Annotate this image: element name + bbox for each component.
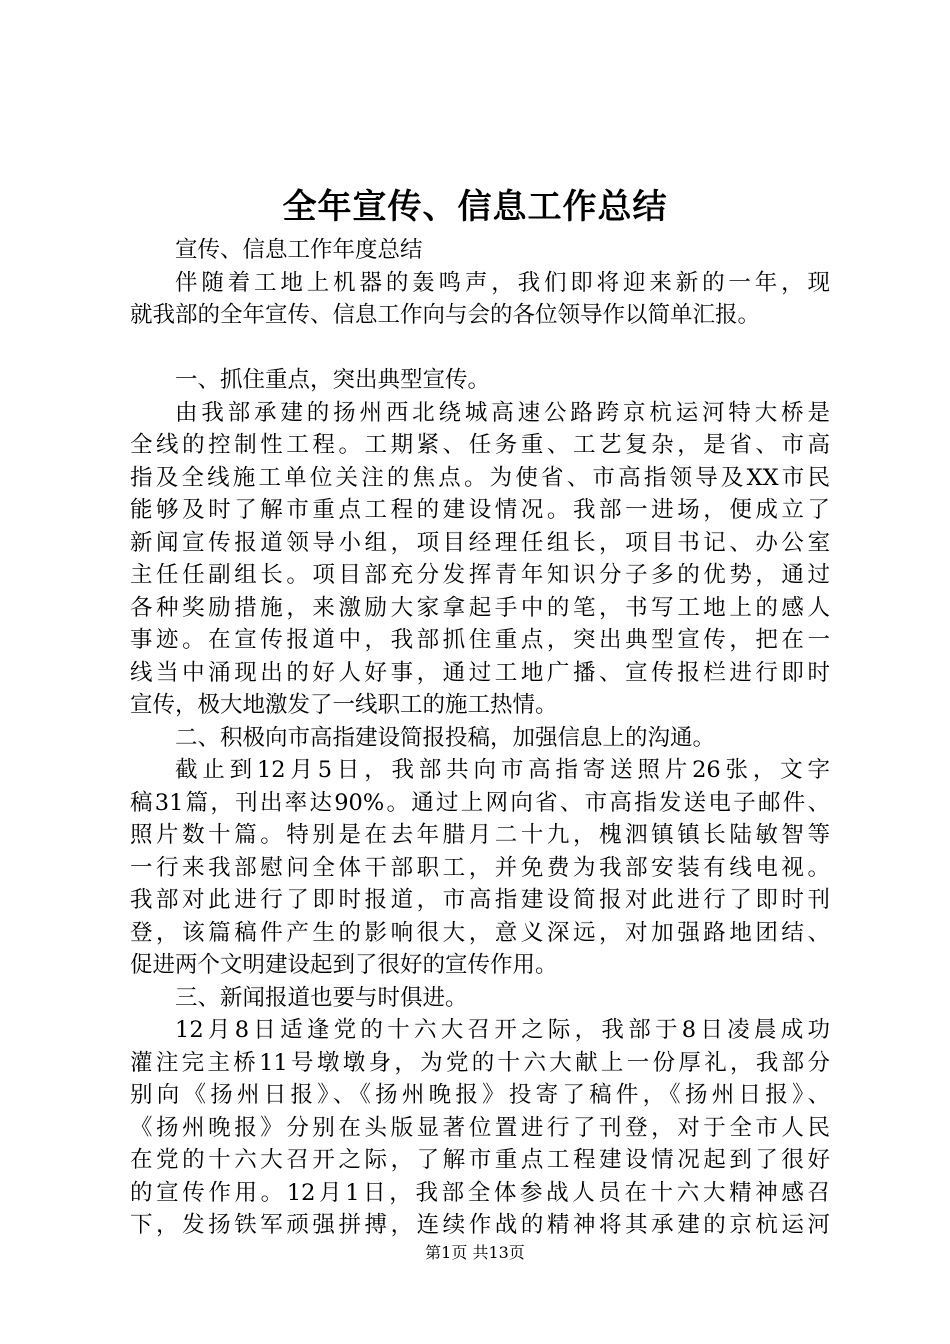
subtitle-line: 宣传、信息工作年度总结 [175, 237, 423, 263]
paragraph-line: 促进两个文明建设起到了很好的宣传作用。 [130, 952, 558, 978]
paragraph-line: 12月8日适逢党的十六大召开之际，我部于8日凌晨成功 [175, 1017, 830, 1043]
section-heading: 二、积极向市高指建设简报投稿，加强信息上的沟通。 [175, 724, 716, 751]
paragraph-line: 就我部的全年宣传、信息工作向与会的各位领导作以简单汇报。 [130, 302, 761, 328]
paragraph-line: 在党的十六大召开之际，了解市重点工程建设情况起到了很好 [130, 1147, 830, 1173]
paragraph-line: 下，发扬铁军顽强拼搏，连续作战的精神将其承建的京杭运河 [130, 1212, 830, 1238]
paragraph-line: 新闻宣传报道领导小组，项目经理任组长，项目书记、办公室 [130, 529, 830, 556]
paragraph-line: 由我部承建的扬州西北绕城高速公路跨京杭运河特大桥是 [175, 399, 830, 426]
paragraph-line: 能够及时了解市重点工程的建设情况。我部一进场，便成立了 [130, 497, 830, 523]
paragraph-line: 宣传，极大地激发了一线职工的施工热情。 [130, 692, 558, 718]
page-indicator: 第1页 共13页 [425, 1243, 525, 1262]
blank-line [130, 332, 830, 365]
paragraph-line: 事迹。在宣传报道中，我部抓住重点，突出典型宣传，把在一 [130, 627, 830, 653]
section-heading: 三、新闻报道也要与时俱进。 [175, 984, 468, 1011]
paragraph-line: 别向《扬州日报》、《扬州晚报》投寄了稿件，《扬州日报》、 [130, 1082, 830, 1108]
paragraph-line: 截止到12月5日，我部共向市高指寄送照片26张，文字 [175, 757, 830, 783]
page-footer [0, 1242, 950, 1264]
paragraph-line: 各种奖励措施，来激励大家拿起手中的笔，书写工地上的感人 [130, 594, 830, 621]
paragraph-line: 灌注完主桥11号墩墩身，为党的十六大献上一份厚礼，我部分 [130, 1049, 830, 1076]
paragraph-line: 稿31篇，刊出率达90%。通过上网向省、市高指发送电子邮件、 [130, 789, 830, 816]
paragraph-line: 一行来我部慰问全体干部职工，并免费为我部安装有线电视。 [130, 854, 830, 881]
document-body [130, 234, 830, 1242]
section-heading: 一、抓住重点，突出典型宣传。 [175, 367, 491, 393]
paragraph-line: 全线的控制性工程。工期紧、任务重、工艺复杂，是省、市高 [130, 432, 830, 458]
paragraph-line: 主任任副组长。项目部充分发挥青年知识分子多的优势，通过 [130, 562, 830, 588]
paragraph-line: 线当中涌现出的好人好事，通过工地广播、宣传报栏进行即时 [130, 659, 830, 686]
paragraph-line: 指及全线施工单位关注的焦点。为使省、市高指领导及XX市民 [130, 464, 830, 491]
document-title: 全年宣传、信息工作总结 [282, 187, 668, 227]
paragraph-line: 的宣传作用。12月1日，我部全体参战人员在十六大精神感召 [130, 1179, 830, 1206]
paragraph-line: 我部对此进行了即时报道，市高指建设简报对此进行了即时刊 [130, 887, 830, 913]
paragraph-line: 登，该篇稿件产生的影响很大，意义深远，对加强路地团结、 [130, 919, 830, 946]
paragraph-line: 《扬州晚报》分别在头版显著位置进行了刊登，对于全市人民 [130, 1114, 830, 1141]
paragraph-line: 伴随着工地上机器的轰鸣声，我们即将迎来新的一年，现 [175, 269, 830, 296]
paragraph-line: 照片数十篇。特别是在去年腊月二十九，槐泗镇镇长陆敏智等 [130, 822, 830, 848]
